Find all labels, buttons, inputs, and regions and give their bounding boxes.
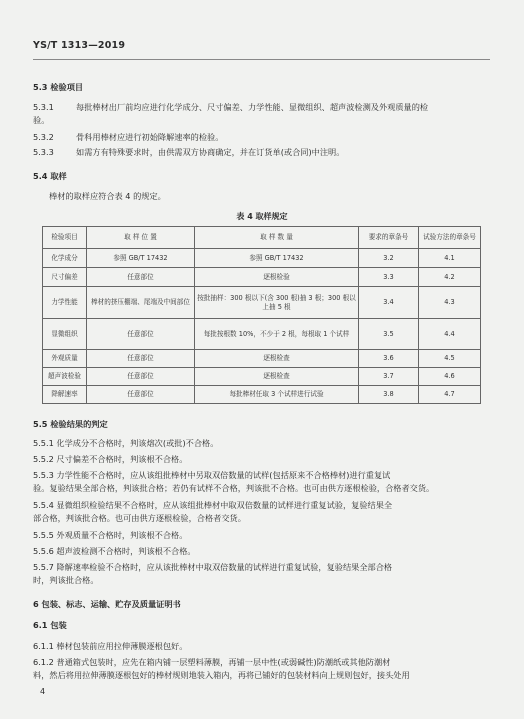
header-sampling-quantity: 取 样 数 量 xyxy=(195,227,359,249)
clause-5-3-3-number: 5.3.3 xyxy=(33,147,54,157)
cell-item: 超声波检验 xyxy=(43,368,87,386)
cell-item: 外观质量 xyxy=(43,350,87,368)
table-row xyxy=(43,319,481,350)
cell-position: 任意部位 xyxy=(87,368,195,386)
sampling-table xyxy=(42,226,481,404)
table-row xyxy=(43,368,481,386)
clause-5-5-5: 5.5.5 外观质量不合格时，判该根不合格。 xyxy=(33,530,188,540)
table-row xyxy=(43,350,481,368)
section-5-5-title: 5.5 检验结果的判定 xyxy=(33,419,108,429)
cell-position: 任意部位 xyxy=(87,350,195,368)
clause-6-1-2: 6.1.2 普通箱式包装时，应先在箱内铺一层塑料薄膜，再铺一层中性(或弱碱性)防潮纸或其他防潮材 xyxy=(33,657,391,667)
cell-method: 4.4 xyxy=(419,319,481,350)
cell-method: 4.7 xyxy=(419,386,481,404)
clause-6-1-2-cont: 料，然后将用拉伸薄膜逐根包好的棒材规则地装入箱内，再将已铺好的包装材料向上规则包好，接头处用 xyxy=(33,670,410,680)
clause-5-3-2-number: 5.3.2 xyxy=(33,132,54,142)
header-sampling-position: 取 样 位 置 xyxy=(87,227,195,249)
table-header-row xyxy=(43,227,481,249)
clause-5-3-1-text-cont: 验。 xyxy=(33,115,50,125)
cell-position: 任意部位 xyxy=(87,386,195,404)
table-row xyxy=(43,386,481,404)
clause-5-5-4: 5.5.4 显微组织检验结果不合格时，应从该组批棒材中取双倍数量的试样进行重复试验，复验结果全 xyxy=(33,500,393,510)
cell-position: 任意部位 xyxy=(87,268,195,287)
table-row xyxy=(43,249,481,268)
section-6-title: 6 包装、标志、运输、贮存及质量证明书 xyxy=(33,599,181,609)
clause-6-1-1: 6.1.1 棒材包装前应用拉伸薄膜逐根包好。 xyxy=(33,641,188,651)
cell-item: 尺寸偏差 xyxy=(43,268,87,287)
section-5-3-title: 5.3 检验项目 xyxy=(33,82,84,92)
cell-requirement: 3.5 xyxy=(359,319,419,350)
clause-5-3-1-text: 每批棒材出厂前均应进行化学成分、尺寸偏差、力学性能、显微组织、超声波检测及外观质量的检 xyxy=(76,102,429,112)
cell-quantity: 逐根检验 xyxy=(195,268,359,287)
cell-quantity: 按批抽样：300 根以下(含 300 根)抽 3 根；300 根以上抽 5 根 xyxy=(195,287,359,319)
cell-requirement: 3.6 xyxy=(359,350,419,368)
table-4-caption: 表 4 取样规定 xyxy=(236,212,288,221)
cell-item: 力学性能 xyxy=(43,287,87,319)
cell-item: 显微组织 xyxy=(43,319,87,350)
cell-method: 4.2 xyxy=(419,268,481,287)
cell-position: 任意部位 xyxy=(87,319,195,350)
section-5-4-text: 棒材的取样应符合表 4 的规定。 xyxy=(49,191,166,201)
cell-item: 降解速率 xyxy=(43,386,87,404)
header-test-method-clause: 试验方法的章条号 xyxy=(419,227,481,249)
cell-method: 4.6 xyxy=(419,368,481,386)
cell-position: 棒材的挤压棚端、尾端及中间部位 xyxy=(87,287,195,319)
header-divider xyxy=(33,59,490,60)
table-row xyxy=(43,287,481,319)
cell-requirement: 3.7 xyxy=(359,368,419,386)
header-inspection-item: 检验项目 xyxy=(43,227,87,249)
cell-quantity: 每批按根数 10%，不少于 2 根，每根取 1 个试样 xyxy=(195,319,359,350)
cell-requirement: 3.8 xyxy=(359,386,419,404)
clause-5-3-2-text: 骨科用棒材应进行初始降解速率的检验。 xyxy=(76,132,224,142)
section-6-1-title: 6.1 包装 xyxy=(33,620,67,630)
cell-quantity: 每批棒材任取 3 个试样进行试验 xyxy=(195,386,359,404)
cell-method: 4.1 xyxy=(419,249,481,268)
clause-5-3-3-text: 如需方有特殊要求时，由供需双方协商确定，并在订货单(或合同)中注明。 xyxy=(76,147,345,157)
clause-5-5-7-cont: 时，判该批合格。 xyxy=(33,575,99,585)
clause-5-3-1-number: 5.3.1 xyxy=(33,102,54,112)
clause-5-5-4-cont: 部合格，判该批合格。也可由供方逐根检验，合格者交货。 xyxy=(33,513,246,523)
clause-5-5-7: 5.5.7 降解速率检验不合格时，应从该批棒材中取双倍数量的试样进行重复试验，复验结果全部合格 xyxy=(33,562,393,572)
table-row xyxy=(43,268,481,287)
cell-quantity: 逐根检查 xyxy=(195,350,359,368)
cell-quantity: 逐根检查 xyxy=(195,368,359,386)
cell-requirement: 3.2 xyxy=(359,249,419,268)
clause-5-5-1: 5.5.1 化学成分不合格时，判该熔次(或批)不合格。 xyxy=(33,438,219,448)
clause-5-5-2: 5.5.2 尺寸偏差不合格时，判该根不合格。 xyxy=(33,454,188,464)
cell-item: 化学成分 xyxy=(43,249,87,268)
cell-method: 4.3 xyxy=(419,287,481,319)
cell-requirement: 3.3 xyxy=(359,268,419,287)
clause-5-5-6: 5.5.6 超声波检测不合格时，判该根不合格。 xyxy=(33,546,196,556)
cell-quantity: 参照 GB/T 17432 xyxy=(195,249,359,268)
cell-requirement: 3.4 xyxy=(359,287,419,319)
section-5-4-title: 5.4 取样 xyxy=(33,171,67,181)
page-number: 4 xyxy=(40,687,46,696)
cell-position: 参照 GB/T 17432 xyxy=(87,249,195,268)
standard-number: YS/T 1313—2019 xyxy=(33,40,126,51)
clause-5-5-3: 5.5.3 力学性能不合格时，应从该组批棒材中另取双倍数量的试样(包括原来不合格棒材)进行重复试 xyxy=(33,470,391,480)
header-requirement-clause: 要求的章条号 xyxy=(359,227,419,249)
clause-5-5-3-cont: 验。复验结果全部合格，判该批合格；若仍有试样不合格，判该批不合格。也可由供方逐根检验，合格者交货。 xyxy=(33,483,435,493)
cell-method: 4.5 xyxy=(419,350,481,368)
